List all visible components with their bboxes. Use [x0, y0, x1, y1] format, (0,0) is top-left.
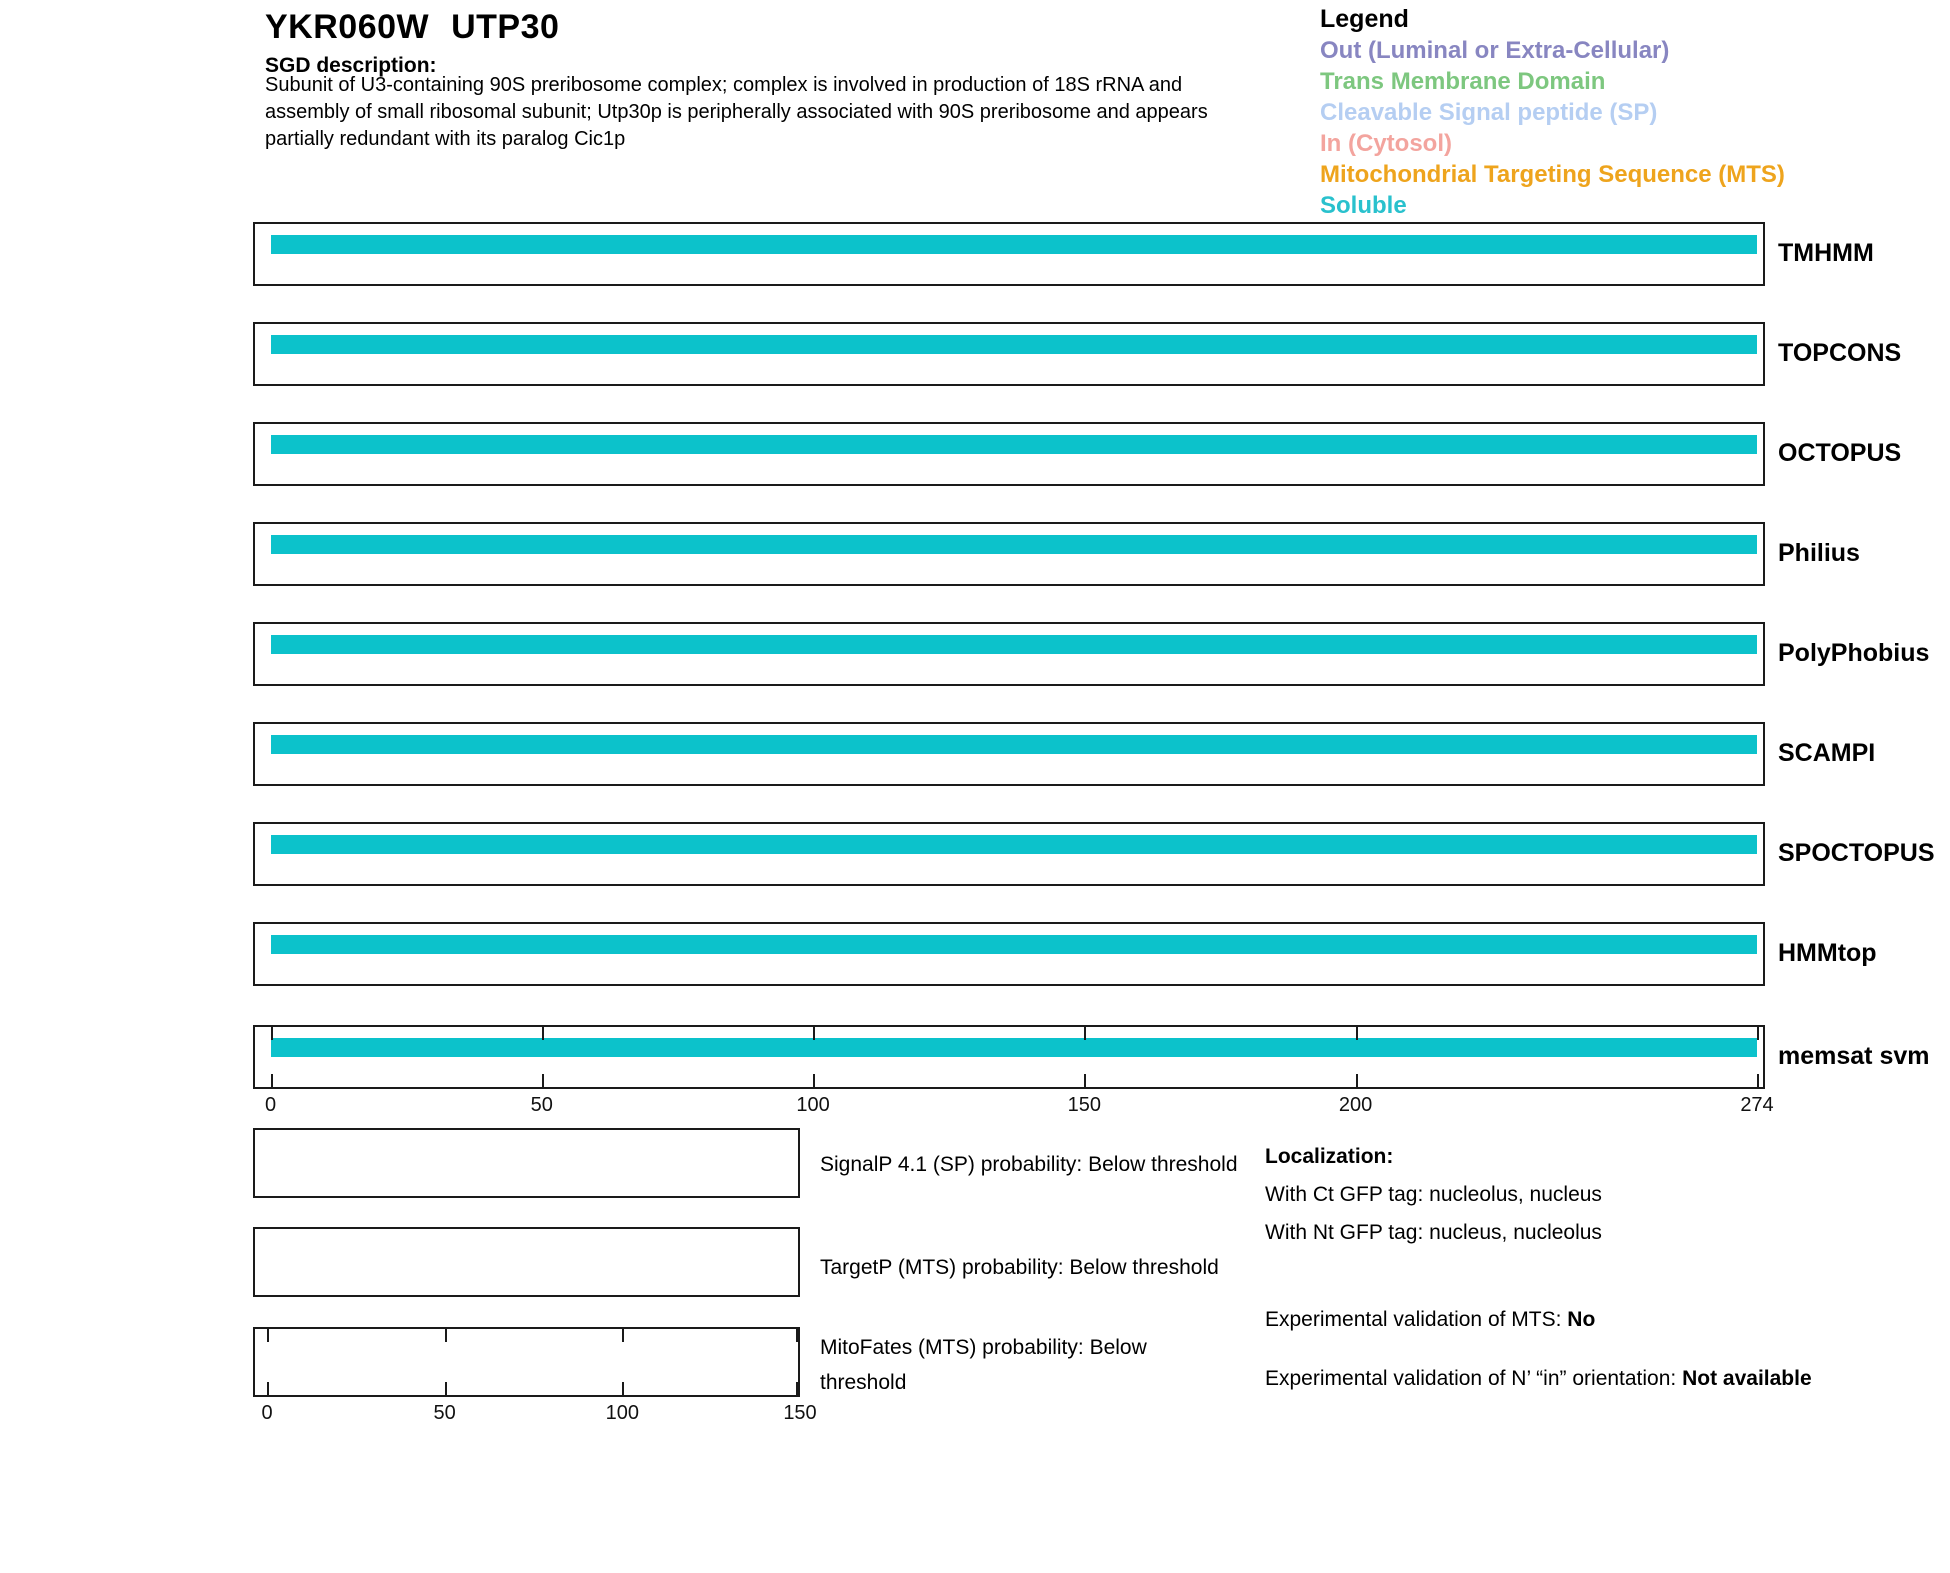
- legend-title: Legend: [1320, 5, 1409, 33]
- mitofates-panel: [253, 1327, 800, 1397]
- axis-tick-label: 50: [433, 1402, 456, 1424]
- axis-tick: [813, 1027, 815, 1040]
- axis-tick: [796, 1329, 798, 1342]
- orientation-validation-value: Not available: [1682, 1367, 1812, 1390]
- axis-tick-label: 150: [783, 1402, 817, 1424]
- signalp-label: SignalP 4.1 (SP) probability: Below threshold: [820, 1153, 1238, 1176]
- soluble-bar: [271, 935, 1758, 954]
- sgd-description-heading: SGD description:: [265, 54, 437, 77]
- soluble-bar: [271, 235, 1758, 254]
- nt-gfp-localization: With Nt GFP tag: nucleus, nucleolus: [1265, 1221, 1602, 1244]
- legend-item-mts: Mitochondrial Targeting Sequence (MTS): [1320, 161, 1785, 188]
- residue-x-axis: [0, 1094, 1950, 1120]
- targetp-label: TargetP (MTS) probability: Below threshold: [820, 1256, 1219, 1279]
- axis-tick: [445, 1382, 447, 1395]
- axis-tick-label: 0: [264, 1094, 277, 1116]
- legend-item-tmd: Trans Membrane Domain: [1320, 68, 1606, 95]
- axis-tick-label: 274: [1740, 1094, 1774, 1116]
- track-label: Philius: [1778, 539, 1860, 567]
- soluble-bar: [271, 535, 1758, 554]
- axis-tick: [542, 1027, 544, 1040]
- axis-tick-label: 100: [796, 1094, 830, 1116]
- track-box: [253, 522, 1765, 586]
- sgd-description-line: partially redundant with its paralog Cic1p: [265, 128, 626, 150]
- track-scampi: [253, 722, 1950, 786]
- track-label: PolyPhobius: [1778, 639, 1930, 667]
- track-label: OCTOPUS: [1778, 439, 1902, 467]
- axis-tick-label: 50: [530, 1094, 553, 1116]
- soluble-bar: [271, 735, 1758, 754]
- mitofates-label: MitoFates (MTS) probability: Below threshold: [820, 1336, 1147, 1394]
- mts-validation: [1265, 1308, 1595, 1332]
- track-memsat-svm: [253, 1025, 1950, 1089]
- axis-tick: [267, 1329, 269, 1342]
- axis-tick-label: 150: [1067, 1094, 1101, 1116]
- orientation-validation-text: Experimental validation of N’ “in” orientation:: [1265, 1367, 1683, 1390]
- orientation-validation: [1265, 1362, 1840, 1396]
- legend-item-soluble: Soluble: [1320, 192, 1407, 219]
- track-label: SPOCTOPUS: [1778, 839, 1935, 867]
- soluble-bar: [271, 435, 1758, 454]
- axis-tick: [542, 1074, 544, 1087]
- axis-tick-label: 200: [1338, 1094, 1373, 1116]
- page-title: [265, 8, 559, 47]
- track-label: HMMtop: [1778, 939, 1877, 967]
- track-label: memsat svm: [1778, 1042, 1930, 1070]
- track-philius: [253, 522, 1950, 586]
- mts-validation-value: No: [1567, 1308, 1596, 1331]
- axis-tick: [1084, 1074, 1086, 1087]
- track-spoctopus: [253, 822, 1950, 886]
- axis-tick: [1356, 1074, 1358, 1087]
- track-box: [253, 322, 1765, 386]
- axis-tick: [1356, 1027, 1358, 1040]
- axis-tick: [271, 1074, 273, 1087]
- signalp-panel: [253, 1128, 800, 1198]
- probability-x-axis: [0, 1402, 900, 1428]
- track-octopus: [253, 422, 1950, 486]
- track-box: [253, 422, 1765, 486]
- legend-item-in: In (Cytosol): [1320, 130, 1452, 157]
- axis-tick: [267, 1382, 269, 1395]
- track-box: [253, 922, 1765, 986]
- track-box: [253, 622, 1765, 686]
- orf-name: YKR060W: [265, 8, 430, 46]
- targetp-panel: [253, 1227, 800, 1297]
- axis-tick: [271, 1027, 273, 1040]
- track-box: [253, 222, 1765, 286]
- sgd-description-text: [265, 72, 1208, 153]
- axis-tick: [796, 1382, 798, 1395]
- sgd-description-line: Subunit of U3-containing 90S preribosome complex; complex is involved in production of 18S rRNA and: [265, 74, 1183, 96]
- legend-item-out: Out (Luminal or Extra-Cellular): [1320, 37, 1670, 64]
- track-box: [253, 1025, 1765, 1089]
- legend-item-sp: Cleavable Signal peptide (SP): [1320, 99, 1658, 126]
- axis-tick-label: 100: [605, 1402, 640, 1424]
- track-label: TOPCONS: [1778, 339, 1902, 367]
- ct-gfp-localization: With Ct GFP tag: nucleolus, nucleus: [1265, 1183, 1602, 1206]
- axis-tick: [813, 1074, 815, 1087]
- track-hmmtop: [253, 922, 1950, 986]
- axis-tick: [622, 1382, 624, 1395]
- localization-heading: Localization:: [1265, 1145, 1394, 1168]
- axis-tick-label: 0: [261, 1402, 273, 1424]
- axis-tick: [1084, 1027, 1086, 1040]
- track-label: TMHMM: [1778, 239, 1874, 267]
- axis-tick: [1757, 1027, 1759, 1040]
- soluble-bar: [271, 335, 1758, 354]
- soluble-bar: [271, 635, 1758, 654]
- track-box: [253, 822, 1765, 886]
- track-label: SCAMPI: [1778, 739, 1876, 767]
- legend: [1320, 4, 1785, 221]
- track-box: [253, 722, 1765, 786]
- soluble-bar: [271, 1038, 1758, 1057]
- track-polyphobius: [253, 622, 1950, 686]
- axis-tick: [445, 1329, 447, 1342]
- track-tmhmm: [253, 222, 1950, 286]
- axis-tick: [622, 1329, 624, 1342]
- mts-validation-text: Experimental validation of MTS:: [1265, 1308, 1568, 1331]
- soluble-bar: [271, 835, 1758, 854]
- gene-name: UTP30: [451, 8, 560, 46]
- axis-tick: [1757, 1074, 1759, 1087]
- sgd-description-line: assembly of small ribosomal subunit; Utp30p is peripherally associated with 90S preribosome and appears: [265, 101, 1208, 123]
- track-topcons: [253, 322, 1950, 386]
